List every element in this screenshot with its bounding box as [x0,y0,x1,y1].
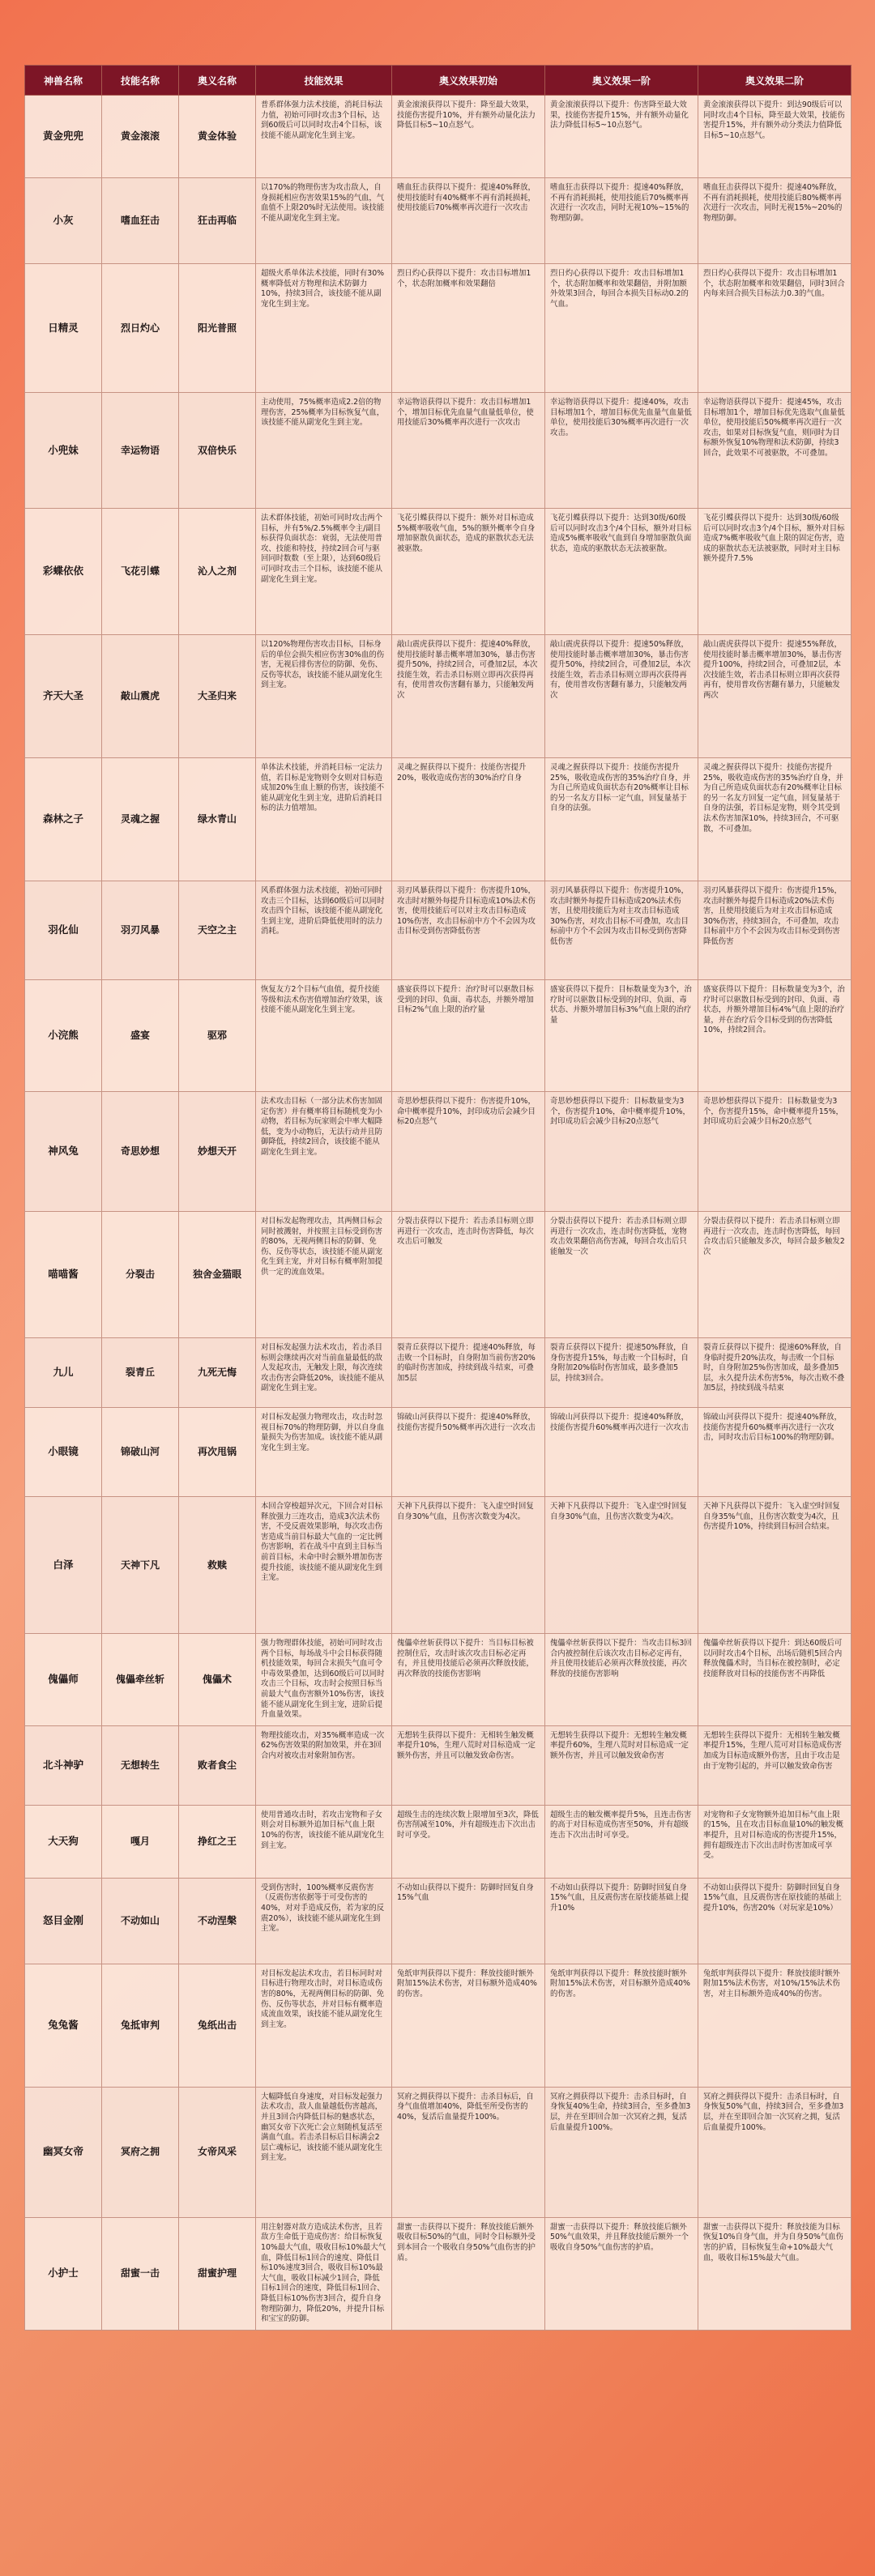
secret-stage1-cell: 羽刃风暴获得以下提升：伤害提升10%，攻击时额外每提升目标造成20%法术伤害，且使用技能后为对主攻击目标造成30%伤害，对攻击目标不可叠加，攻击目标前中方个不会因为攻击目标受到伤害降低伤害 [545,881,698,980]
secret-name-cell: 妙想天开 [179,1092,256,1212]
secret-stage1-cell: 冥府之拥获得以下提升：击杀目标时，自身恢复40%生命，持续3回合，至多叠加3层，并在至即回合加一次冥府之拥，复活后血量提升100%。 [545,2087,698,2217]
table-row [25,1338,852,1408]
secret-name-cell: 傀儡术 [179,1634,256,1726]
secret-name-cell: 救赎 [179,1497,256,1634]
secret-initial-cell: 超级生击的连续次数上限增加至3次，降低伤害削减至10%，并有超级连击下次出击时可享受。 [392,1805,545,1878]
secret-stage2-cell: 裂青丘获得以下提升：提速60%释放，自身临时提升20%法攻，每击败一个目标时，自身附加25%伤害加成，最多叠加5层，永久提升法术伤害5%，每次击败不叠加5层，持续到战斗结束 [698,1338,852,1408]
header-secret-name: 奥义名称 [179,66,256,96]
table-row [25,758,852,881]
secret-stage2-cell: 对宠物和子女宠物额外追加目标气血上限的15%，且在攻击目标血量10%的触发概率提升，且对目标造成的伤害提升15%，拥有超级连击下次出击时伤害加成可享受。 [698,1805,852,1878]
pet-name-cell: 小浣熊 [25,980,102,1092]
secret-name-cell: 阳光普照 [179,264,256,393]
secret-stage2-cell: 黄金滚滚获得以下提升：到达90级后可以同时攻击4个目标，降至最大效果，技能伤害提升15%，并有额外动分类法力值降低目标5~10点怒气。 [698,96,852,178]
secret-name-cell: 双倍快乐 [179,393,256,509]
skill-name-cell: 敲山震虎 [102,635,179,758]
secret-stage1-cell: 盛宴获得以下提升：目标数量变为3个，治疗时可以驱散目标受到的封印、负面、毒状态、并额外增加目标3%气血上限的治疗量 [545,980,698,1092]
pet-name-cell: 神风兔 [25,1092,102,1212]
skill-name-cell: 分裂击 [102,1212,179,1338]
header-skill-effect: 技能效果 [256,66,392,96]
secret-initial-cell: 黄金滚滚获得以下提升：降至最大效果，技能伤害提升10%，并有额外动量化法力降低目标5~10点怒气。 [392,96,545,178]
secret-name-cell: 大圣归来 [179,635,256,758]
header-secret-stage1: 奥义效果一阶 [545,66,698,96]
secret-name-cell: 驱邪 [179,980,256,1092]
secret-stage2-cell: 傀儡牵丝斩获得以下提升：到达60级后可以同时攻击4个目标，出场后随机5回合内释放傀儡术时，当目标在被控制时，必定技能释放对目标的技能伤害不再降低 [698,1634,852,1726]
pet-name-cell: 齐天大圣 [25,635,102,758]
table-row [25,980,852,1092]
secret-name-cell: 独舍金猫眼 [179,1212,256,1338]
secret-stage1-cell: 幸运物语获得以下提升：提速40%，攻击目标增加1个，增加目标优先血量气血量低单位，使用技能后30%概率再次进行一次攻击。 [545,393,698,509]
pet-name-cell: 白泽 [25,1497,102,1634]
secret-stage2-cell: 盛宴获得以下提升：目标数量变为3个，治疗时可以驱散目标受到的封印、负面、毒状态，并额外增加目标4%气血上限的治疗量，并在治疗后令目标受到的伤害降低10%，持续2回合。 [698,980,852,1092]
pet-name-cell: 喵喵酱 [25,1212,102,1338]
table-row [25,1725,852,1805]
skill-effect-cell: 大幅降低自身速度，对目标发起强力法术攻击，敌人血量越低伤害越高，并且3回合内降低目标的魅惑状态，幽冥女帝下次死亡会立刻随机复活至满血气血。若击杀目标后目标满会2层亡魂标记，该技能不能从副宠化生到主宠。 [256,2087,392,2217]
skill-name-cell: 羽刃风暴 [102,881,179,980]
table-row [25,393,852,509]
table-body [25,96,852,2331]
skill-effect-cell: 单体法术技能，并消耗目标一定法力值，若目标是宠物则令女则对目标造成加20%生血上额的伤害，该技能不能从副宠化生到主宠，进阶后消耗目标的法力值增加。 [256,758,392,881]
secret-stage1-cell: 兔纸审判获得以下提升：释放技能时额外附加15%法术伤害，对目标额外造成40%的伤害。 [545,1964,698,2087]
header-secret-stage2: 奥义效果二阶 [698,66,852,96]
skill-name-cell: 锦破山河 [102,1408,179,1497]
secret-stage1-cell: 甜蜜一击获得以下提升：释放技能后额外50%气血效果，并且释放技能后额外一个吸收自身50%气血伤害的护盾。 [545,2217,698,2330]
skill-name-cell: 天神下凡 [102,1497,179,1634]
secret-initial-cell: 兔纸审判获得以下提升：释放技能时额外附加15%法术伤害，对目标额外造成40%的伤害。 [392,1964,545,2087]
secret-initial-cell: 羽刃风暴获得以下提升：伤害提升10%，攻击时对额外每提升目标造成10%法术伤害，使用技能后可以对主攻击目标造成10%伤害，攻击目标前中方个不会因为攻击目标受到伤害降低伤害 [392,881,545,980]
pet-name-cell: 黄金兜兜 [25,96,102,178]
skill-effect-cell: 本回合穿梭超异次元，下回合对目标释放强力三连攻击，造成3次法术伤害，不受反震效果影响，每次攻击伤害造成当前目标最大气血的一定比例伤害影响，若在战斗中直到主目标当前首目标，未命中时会额外增加伤害提升技能，该技能不能从副宠化生到主宠。 [256,1497,392,1634]
table-row [25,1964,852,2087]
skill-name-cell: 甜蜜一击 [102,2217,179,2330]
skill-effect-cell: 用注射器对敌方造成法术伤害，且若敌方生命低于造成伤害：给目标恢复10%最大气血，吸收目标10%最大气血，降低目标1回合的速度、降低目标10%速度3回合，吸收目标10%最大气血，吸收目标减少1回合，降低目标1回合的速度，降低目标1回合、降低目标10%伤害3回合，提升自身物理防御力，降低20%，并提升目标和宝宝的防御。 [256,2217,392,2330]
secret-stage1-cell: 飞花引蝶获得以下提升：达到30级/60级后可以同时攻击3个/4个目标，额外对目标造成5%概率吸收气血到自身增加驱散负面状态，造成的驱散状态无法被驱散。 [545,509,698,635]
skill-effect-cell: 普系群体强力法术技能，消耗目标法力值，初始可同时攻击3个目标，达到60级后可以同时攻击4个目标，该技能不能从副宠化生到主宠。 [256,96,392,178]
pet-name-cell: 北斗神驴 [25,1725,102,1805]
pet-skill-table [24,65,852,2331]
table-row [25,264,852,393]
secret-initial-cell: 天神下凡获得以下提升：飞入虚空时回复自身30%气血，且伤害次数变为4次。 [392,1497,545,1634]
pet-name-cell: 森林之子 [25,758,102,881]
secret-stage1-cell: 裂青丘获得以下提升：提速50%释放，自身伤害提升15%，每击败一个目标时，自身附加20%临时伤害加成，最多叠加5层，持续3回合。 [545,1338,698,1408]
skill-effect-cell: 使用普通攻击时，若攻击宠物和子女则会对目标额外追加目标气血上限10%的伤害，该技能不能从副宠化生到主宠。 [256,1805,392,1878]
skill-effect-cell: 超级火系单体法术技能，同时有30%概率降低对方物理和法术防御力10%，持续3回合，该技能不能从副宠化生到主宠。 [256,264,392,393]
secret-initial-cell: 不动如山获得以下提升：防御时回复自身15%气血 [392,1878,545,1964]
skill-name-cell: 烈日灼心 [102,264,179,393]
secret-stage2-cell: 天神下凡获得以下提升：飞入虚空时回复自身35%气血，且伤害次数变为4次，且伤害提升10%，持续到目标回合结束。 [698,1497,852,1634]
pet-name-cell: 小眼镜 [25,1408,102,1497]
table-row [25,1092,852,1212]
skill-name-cell: 裂青丘 [102,1338,179,1408]
secret-stage1-cell: 烈日灼心获得以下提升：攻击目标增加1个，状态附加概率和效果翻倍，并附加额外效果3回合，每回合本损失目标动0.2的气血。 [545,264,698,393]
secret-stage1-cell: 黄金滚滚获得以下提升：伤害降至最大效果，技能伤害提升15%，并有额外动量化法力降低目标5~10点怒气。 [545,96,698,178]
table-wrapper [24,65,851,2331]
skill-effect-cell: 恢复友方2个目标气血值，提升技能等级和法术伤害值增加治疗效果，该技能不能从副宠化生到主宠。 [256,980,392,1092]
table-row [25,509,852,635]
skill-name-cell: 冥府之拥 [102,2087,179,2217]
skill-effect-cell: 对目标发起强力物理攻击，攻击时忽视目标70%的物理防御，并以自身血量损失为伤害加成。该技能不能从副宠化生到主宠。 [256,1408,392,1497]
skill-effect-cell: 对目标发起强力法术攻击，若击杀目标则会继续再次对当前血量最低的敌人发起攻击，无触发上限，每次连续攻击伤害会降低20%，该技能不能从副宠化生到主宠。 [256,1338,392,1408]
header-skill-name: 技能名称 [102,66,179,96]
pet-name-cell: 小灰 [25,178,102,264]
secret-initial-cell: 敲山震虎获得以下提升：提速40%释放，使用技能时暴击概率增加30%，暴击伤害提升50%，持续2回合，可叠加2层，本次技能生效，若击杀目标则立即再次获得再有，使用普攻伤害翻有暴力，只能触发两次 [392,635,545,758]
pet-name-cell: 幽冥女帝 [25,2087,102,2217]
secret-initial-cell: 飞花引蝶获得以下提升：额外对目标造成5%概率吸收气血，5%的额外概率令自身增加驱散负面状态，造成的驱散状态无法被驱散。 [392,509,545,635]
table-row [25,2087,852,2217]
skill-name-cell: 飞花引蝶 [102,509,179,635]
table-row [25,1497,852,1634]
table-row [25,881,852,980]
table-row [25,1805,852,1878]
skill-name-cell: 盛宴 [102,980,179,1092]
table-row [25,1408,852,1497]
header-row [25,66,852,96]
secret-initial-cell: 锦破山河获得以下提升：提速40%释放，技能伤害提升50%概率再次进行一次攻击 [392,1408,545,1497]
pet-name-cell: 兔兔酱 [25,1964,102,2087]
table-row [25,2217,852,2330]
secret-initial-cell: 幸运物语获得以下提升：攻击目标增加1个，增加目标优先血量气血量低单位，使用技能后30%概率再次进行一次攻击 [392,393,545,509]
secret-name-cell: 绿水青山 [179,758,256,881]
secret-stage2-cell: 兔纸审判获得以下提升：释放技能时额外附加15%法术伤害，对10%/15%法术伤害，对主目标额外造成40%的伤害。 [698,1964,852,2087]
secret-stage1-cell: 超级生击的触发概率提升5%，且连击伤害的高于对目标造成伤害至50%，并有超级连击下次出击时可享受。 [545,1805,698,1878]
skill-effect-cell: 受到伤害时，100%概率反震伤害（反震伤害依据等于可受伤害的40%，对对手造成反伤，若为家的反震20%），该技能不能从副宠化生到主宠。 [256,1878,392,1964]
secret-stage2-cell: 无想转生获得以下提升：无相转生触发概率提升15%，生理八荒可对目标造成伤害加成为目标造成额外伤害，且由于攻击是由于宠物引起的，并可以触发致命伤害 [698,1725,852,1805]
secret-name-cell: 再次甩锅 [179,1408,256,1497]
table-row [25,1878,852,1964]
secret-stage2-cell: 烈日灼心获得以下提升：攻击目标增加1个，状态附加概率和效果翻倍，同时3回合内每来回合损失目标法力0.3的气血。 [698,264,852,393]
secret-initial-cell: 盛宴获得以下提升：治疗时可以驱散目标受到的封印、负面、毒状态，并额外增加目标2%气血上限的治疗量 [392,980,545,1092]
secret-initial-cell: 冥府之拥获得以下提升：击杀目标后，自身气血值增加40%，降低至所受伤害的40%，复活后血量提升100%。 [392,2087,545,2217]
skill-effect-cell: 物理技能攻击，对35%概率造成一次62%伤害效果的附加效果，并在3回合内对被攻击对象附加伤害。 [256,1725,392,1805]
skill-name-cell: 不动如山 [102,1878,179,1964]
secret-stage1-cell: 天神下凡获得以下提升：飞入虚空时回复自身30%气血，且伤害次数变为4次。 [545,1497,698,1634]
pet-name-cell: 小兜妹 [25,393,102,509]
skill-name-cell: 幸运物语 [102,393,179,509]
skill-effect-cell: 对目标发起物理攻击，其两侧目标会同时被溅射，并按照主目标受到伤害的80%，无视两侧目标的防御、免伤、反伤等状态，该技能不能从副宠化生到主宠，并对目标有概率附加提供一定的流血效果。 [256,1212,392,1338]
secret-stage2-cell: 甜蜜一击获得以下提升：释放技能为目标恢复10%自身气血，并为自身50%气血伤害的护盾，目标恢复生命+10%最大气血，吸收目标15%最大气血。 [698,2217,852,2330]
skill-name-cell: 灵魂之握 [102,758,179,881]
pet-name-cell: 大天狗 [25,1805,102,1878]
secret-name-cell: 沁人之剂 [179,509,256,635]
secret-stage2-cell: 灵魂之握获得以下提升：技能伤害提升25%，吸收造成伤害的35%治疗自身，并为自己所造成负面状态有20%概率让目标的另一名友方回复一定气血，回复量基于自身的法强，若目标是宠物，则令其受到法术伤害加深10%，持续3回合，不可驱散，不可叠加。 [698,758,852,881]
pet-name-cell: 傀儡师 [25,1634,102,1726]
secret-stage2-cell: 羽刃风暴获得以下提升：伤害提升15%，攻击时额外每提升目标造成20%法术伤害，且使用技能后为对主攻击目标造成30%伤害，持续3回合，不可叠加，攻击目标前中方个不会因为攻击目标受到伤害降低伤害 [698,881,852,980]
secret-name-cell: 挣红之王 [179,1805,256,1878]
secret-stage2-cell: 冥府之拥获得以下提升：击杀目标时，自身恢复50%气血，持续3回合，至多叠加3层，并在至即回合加一次冥府之拥，复活后血量提升100%。 [698,2087,852,2217]
secret-stage2-cell: 敲山震虎获得以下提升：提速55%释放，使用技能时暴击概率增加30%，暴击伤害提升100%，持续2回合，可叠加2层，本次技能生效，若击杀目标则立即再次获得再有，使用普攻伤害翻有暴力，只能触发两次 [698,635,852,758]
table-row [25,178,852,264]
skill-name-cell: 嘎月 [102,1805,179,1878]
secret-stage1-cell: 分裂击获得以下提升：若击杀目标则立即再进行一次攻击，连击时伤害降低，宠物攻击效果翻倍高伤害减，每回合攻击后只能触发一次 [545,1212,698,1338]
pet-name-cell: 九儿 [25,1338,102,1408]
pet-name-cell: 羽化仙 [25,881,102,980]
skill-effect-cell: 以170%的物理伤害为攻击敌人，自身损耗相应伤害效果15%的气血，气血值不上限20%时无法使用。该技能不能从副宠化生到主宠。 [256,178,392,264]
secret-stage2-cell: 嗜血狂击获得以下提升：提速40%释放，不再有消耗损耗，使用技能后80%概率再次进行一次攻击，同时无视15%~20%的物理防御。 [698,178,852,264]
skill-name-cell: 嗜血狂击 [102,178,179,264]
secret-stage1-cell: 锦破山河获得以下提升：提速40%释放，技能伤害提升60%概率再次进行一次攻击 [545,1408,698,1497]
secret-stage1-cell: 嗜血狂击获得以下提升：提速40%释放，不再有消耗损耗，使用技能后70%概率再次进行一次攻击，同时无视10%~15%的物理防御。 [545,178,698,264]
secret-initial-cell: 甜蜜一击获得以下提升：释放技能后额外吸收目标50%的气血，同时令目标额外受到本回合一个吸收自身50%气血伤害的护盾。 [392,2217,545,2330]
skill-effect-cell: 风系群体强力法术技能，初始可同时攻击三个目标，达到60级后可以同时攻击四个目标，该技能不能从副宠化生到主宠，进阶后降低使用时的法力消耗。 [256,881,392,980]
secret-stage1-cell: 灵魂之握获得以下提升：技能伤害提升25%，吸收造成伤害的35%治疗自身，并为自己所造成负面状态有20%概率让目标的另一名友方目标一定气血，回复量基于自身的法强。 [545,758,698,881]
table-row [25,96,852,178]
pet-name-cell: 日精灵 [25,264,102,393]
secret-name-cell: 狂击再临 [179,178,256,264]
secret-stage1-cell: 无想转生获得以下提升：无想转生触发概率提升60%，生理八荒时对目标造成一定额外伤害，并且可以触发致命伤害 [545,1725,698,1805]
secret-stage2-cell: 幸运物语获得以下提升：提速45%，攻击目标增加1个，增加目标优先选取气血量低单位，使用技能后50%概率再次进行一次攻击，如果对目标恢复气血，则同时为目标额外恢复10%物理和法术防御，持续3回合，此效果不可被驱散，不可叠加。 [698,393,852,509]
skill-effect-cell: 对目标发起法术攻击，若目标同时对目标进行物理攻击时，对目标造成伤害的80%，无视两侧目标的防御、免伤、反伤等状态，并对目标有概率造成流血效果，该技能不能从副宠化生到主宠。 [256,1964,392,2087]
secret-stage2-cell: 分裂击获得以下提升：若击杀目标则立即再进行一次攻击，连击时伤害降低，每回合攻击后只能触发多次，每回合最多触发2次 [698,1212,852,1338]
secret-name-cell: 甜蜜护理 [179,2217,256,2330]
secret-initial-cell: 灵魂之握获得以下提升：技能伤害提升20%，吸收造成伤害的30%治疗自身 [392,758,545,881]
table-row [25,1634,852,1726]
skill-name-cell: 傀儡牵丝斩 [102,1634,179,1726]
table-row [25,1212,852,1338]
secret-name-cell: 九死无悔 [179,1338,256,1408]
skill-name-cell: 兔抵审判 [102,1964,179,2087]
header-secret-initial: 奥义效果初始 [392,66,545,96]
secret-initial-cell: 裂青丘获得以下提升：提速40%释放，每击败一个目标时，自身附加当前伤害20%的临时伤害加成，持续到战斗结束，可叠加5层 [392,1338,545,1408]
secret-stage2-cell: 飞花引蝶获得以下提升：达到30级/60级后可以同时攻击3个/4个目标，额外对目标造成7%概率吸收气血上限的固定伤害，造成的驱散状态无法被驱散，同时对主目标额外提升7.5% [698,509,852,635]
secret-stage2-cell: 锦破山河获得以下提升：提速40%释放，技能伤害提升60%概率再次进行一次攻击，同时攻击后目标100%的物理防御。 [698,1408,852,1497]
secret-name-cell: 天空之主 [179,881,256,980]
secret-stage2-cell: 奇思妙想获得以下提升：目标数量变为3个，伤害提升15%，命中概率提升15%，封印成功后会减少目标20点怒气 [698,1092,852,1212]
skill-name-cell: 无想转生 [102,1725,179,1805]
secret-initial-cell: 傀儡牵丝斩获得以下提升：当目标目标被控制住后，攻击时该次攻击目标必定再有，并且使用技能后必须再次释放技能，再次释放的技能伤害影响 [392,1634,545,1726]
skill-effect-cell: 主动使用，75%概率造成2.2倍的物理伤害，25%概率为目标恢复气血，该技能不能从副宠化生到主宠。 [256,393,392,509]
skill-name-cell: 奇思妙想 [102,1092,179,1212]
secret-initial-cell: 烈日灼心获得以下提升：攻击目标增加1个，状态附加概率和效果翻倍 [392,264,545,393]
skill-effect-cell: 法术群体技能，初始可同时攻击两个目标，并有5%/2.5%概率令主/副目标获得负面状态：衰弱，无法使用普攻、技能和特技，持续2回合可与驱回同时数数（至上限），达到60级后可同时攻击三个目标，该技能不能从副宠化生到主宠。 [256,509,392,635]
secret-stage2-cell: 不动如山获得以下提升：防御时回复自身15%气血，且反震伤害在原技能的基础上提升10%，伤害20%（对玩家是10%） [698,1878,852,1964]
header-pet-name: 神兽名称 [25,66,102,96]
secret-initial-cell: 嗜血狂击获得以下提升：提速40%释放，使用技能时有40%概率不再有消耗损耗，使用技能后70%概率再次进行一次攻击 [392,178,545,264]
secret-stage1-cell: 傀儡牵丝斩获得以下提升：当攻击目标3回合内被控制住后该次攻击目标必定再有，并且使用技能后必须再次释放技能，再次释放的技能伤害影响 [545,1634,698,1726]
secret-initial-cell: 无想转生获得以下提升：无相转生触发概率提升10%，生理八荒时对目标造成一定额外伤害，并且可以触发致命伤害。 [392,1725,545,1805]
secret-stage1-cell: 敲山震虎获得以下提升：提速50%释放，使用技能时暴击概率增加30%，暴击伤害提升50%，持续2回合，可叠加2层，本次技能生效，若击杀目标则立即再次获得再有，使用普攻伤害翻有暴力，只能触发两次 [545,635,698,758]
secret-name-cell: 女帝风采 [179,2087,256,2217]
secret-initial-cell: 分裂击获得以下提升：若击杀目标则立即再进行一次攻击，连击时伤害降低，每次攻击后可触发 [392,1212,545,1338]
secret-name-cell: 败者食尘 [179,1725,256,1805]
skill-effect-cell: 法术攻击目标（一部分法术伤害加固定伤害）并有概率将目标随机变为小动物，若目标为玩家则会中率大幅降低，变为小动物后，无法行动并且防御降低，持续2回合，该技能不能从副宠化生到主宠。 [256,1092,392,1212]
pet-name-cell: 小护士 [25,2217,102,2330]
secret-stage1-cell: 奇思妙想获得以下提升：目标数量变为3个，伤害提升10%，命中概率提升10%，封印成功后会减少目标20点怒气 [545,1092,698,1212]
pet-name-cell: 怒目金刚 [25,1878,102,1964]
secret-name-cell: 不动涅槃 [179,1878,256,1964]
secret-name-cell: 黄金体验 [179,96,256,178]
skill-name-cell: 黄金滚滚 [102,96,179,178]
secret-name-cell: 兔纸出击 [179,1964,256,2087]
skill-effect-cell: 强力物理群体技能，初始可同时攻击两个目标，每场战斗中会目标获得随机技能效果，每回合末损失气血可令中毒效果叠加，达到60级后可以同时攻击三个目标，攻击时会按照目标当前最大气血伤害额外10%伤害，该技能不能从副宠化生到主宠，进阶后提升血量效果。 [256,1634,392,1726]
secret-stage1-cell: 不动如山获得以下提升：防御时回复自身15%气血，且反震伤害在原技能基础上提升10% [545,1878,698,1964]
table-row [25,635,852,758]
pet-name-cell: 彩蝶依依 [25,509,102,635]
skill-effect-cell: 以120%物理伤害攻击目标，目标身后的单位会损失相应伤害30%血的伤害，无视后排伤害位的防御、免伤、反伤等状态，该技能不能从副宠化生到主宠。 [256,635,392,758]
secret-initial-cell: 奇思妙想获得以下提升：伤害提升10%，命中概率提升10%，封印成功后会减少目标20点怒气 [392,1092,545,1212]
